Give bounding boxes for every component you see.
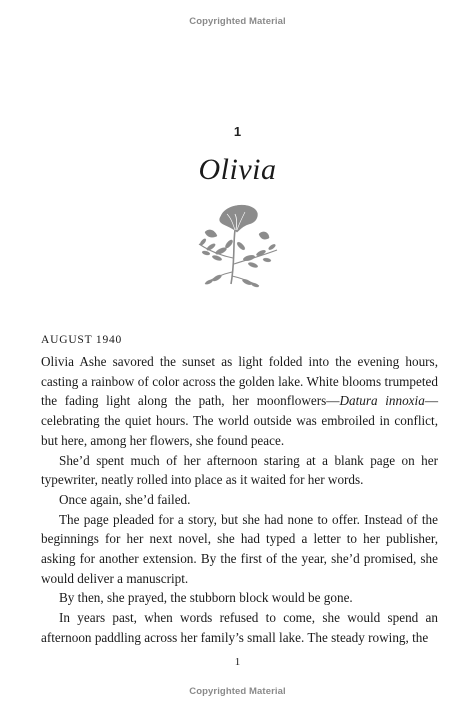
- paragraph-1-italic: Datura innoxia: [339, 393, 425, 409]
- paragraph-1-text-start: Olivia Ashe savored the sunset as light folded into the evening hours, casting a rainbow of color across the golden lake. White blooms trumpeted the fading light along the path, her moonflowers—: [41, 354, 438, 409]
- dateline: AUGUST 1940: [41, 334, 123, 346]
- paragraph-2: She’d spent much of her afternoon staring at a blank page on her typewriter, neatly rolled into place as it waited for her words.: [41, 452, 438, 488]
- paragraph-1: [41, 352, 438, 451]
- paragraph-4: The page pleaded for a story, but she had none to offer. Instead of the beginnings for her next novel, she had typed a letter to her publisher, asking for another extension. By the first of the year, she’d promised, she would deliver a manuscript.: [41, 511, 438, 586]
- copyright-header: Copyrighted Material: [189, 16, 286, 27]
- chapter-title: Olivia: [198, 153, 277, 186]
- copyright-footer: Copyrighted Material: [189, 686, 286, 697]
- paragraph-5: By then, she prayed, the stubborn block would be gone.: [59, 590, 353, 606]
- chapter-number: 1: [233, 124, 242, 139]
- paragraph-6: In years past, when words refused to come, she would spend an afternoon paddling across her family’s small lake. The steady rowing, the: [41, 610, 438, 645]
- paragraph-1-text-end: —celebrating the quiet hours. The world outside was embroiled in conflict, but here, among her flowers, she found peace.: [41, 393, 438, 448]
- paragraph-3: Once again, she’d failed.: [59, 491, 191, 507]
- chapter-body: [41, 352, 438, 648]
- page-number: 1: [234, 656, 241, 668]
- moonflower-icon: [191, 200, 283, 288]
